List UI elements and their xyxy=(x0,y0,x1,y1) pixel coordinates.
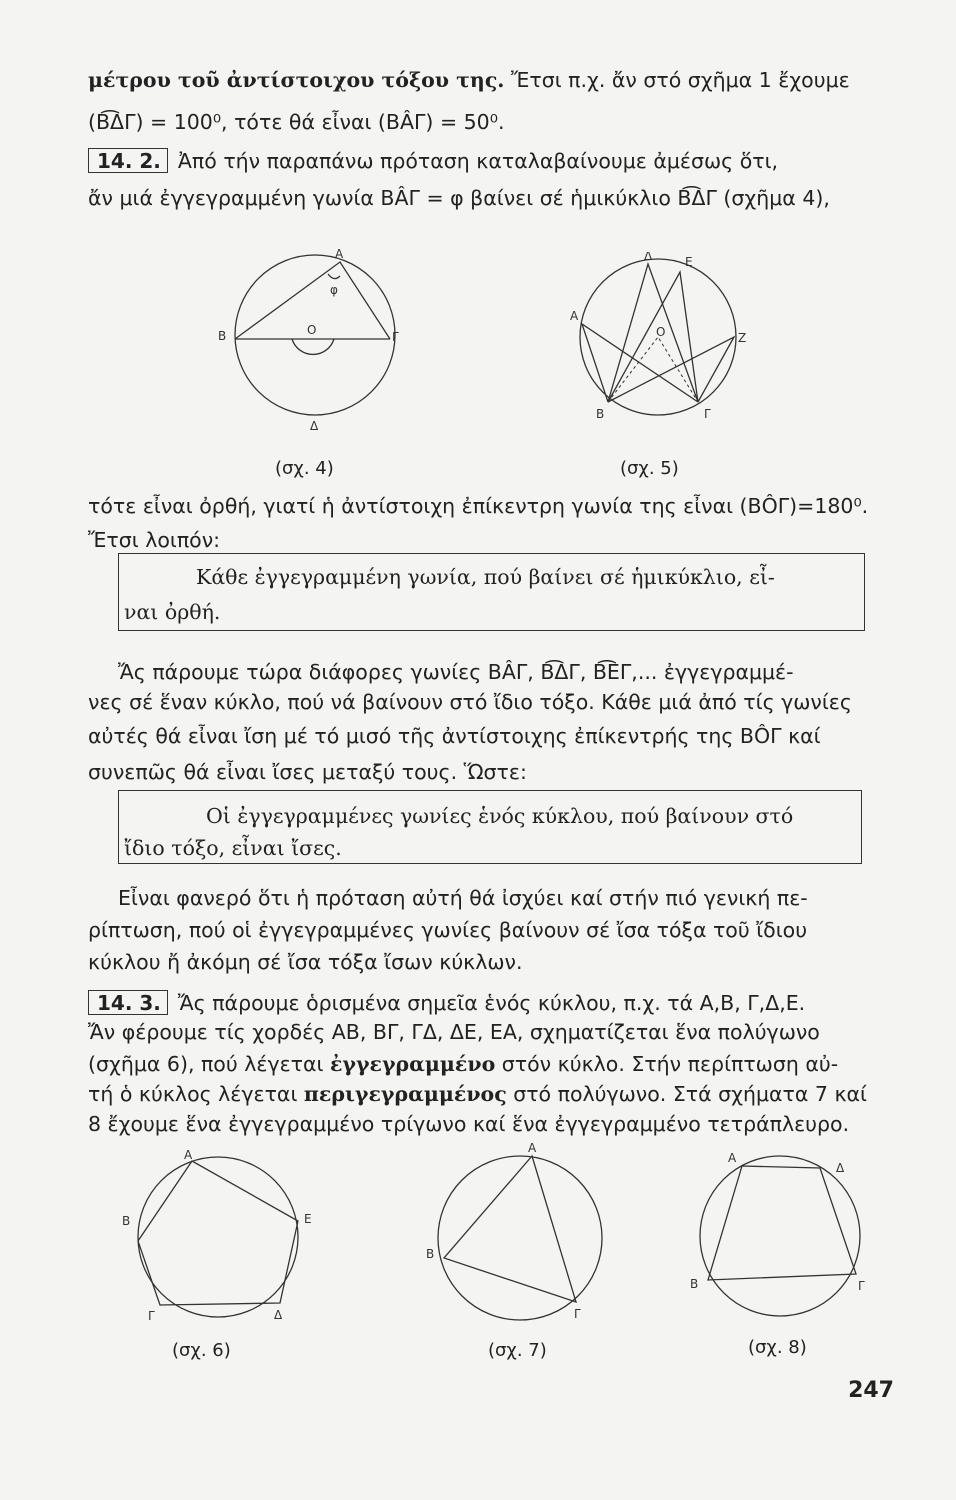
caption-fig-8: (σχ. 8) xyxy=(748,1337,807,1358)
line-1 xyxy=(88,70,850,91)
figure-4 xyxy=(200,240,430,440)
figure-5 xyxy=(568,252,758,432)
line-5: τότε εἶναι ὀρθή, γιατί ἡ ἀντίστοιχη ἐπίκεντρη γωνία της εἶναι (ΒÔΓ)=180⁰. xyxy=(88,494,869,518)
circle xyxy=(700,1156,860,1316)
para-3-line-2: ρίπτωση, πού οἱ ἐγγεγραμμένες γωνίες βαίνουν σέ ἴσα τόξα τοῦ ἴδιου xyxy=(88,918,808,942)
para-4-line-2: Ἄν φέρουμε τίς χορδές ΑΒ, ΒΓ, ΓΔ, ΔΕ, ΕΑ, σχηματίζεται ἕνα πολύγωνο xyxy=(88,1020,820,1044)
para-2-line-3: αὐτές θά εἶναι ἴση μέ τό μισό τῆς ἀντίστοιχης ἐπίκεντρής της ΒÔΓ καί xyxy=(88,724,821,748)
label-d: Δ xyxy=(310,419,319,433)
figure-8 xyxy=(680,1148,880,1333)
label-o: Ο xyxy=(307,323,317,337)
para-4-line-4 xyxy=(88,1084,867,1105)
caption-fig-4: (σχ. 4) xyxy=(275,458,334,479)
figure-6 xyxy=(110,1145,320,1330)
line-6: Ἔτσι λοιπόν: xyxy=(88,528,221,552)
central-arc xyxy=(292,339,334,354)
text: (σχῆμα 6), πού λέγεται xyxy=(88,1052,330,1076)
circle xyxy=(438,1156,602,1320)
section-text: Ἄς πάρουμε ὁρισμένα σημεῖα ἑνός κύκλου, π.χ. τά Α,Β, Γ,Δ,Ε. xyxy=(177,991,806,1015)
label-g: Γ xyxy=(148,1309,155,1323)
theorem-2-line-1: Οἱ ἐγγεγραμμένες γωνίες ἑνός κύκλου, πού βαίνουν στό xyxy=(206,804,794,828)
label-d: Δ xyxy=(274,1308,283,1322)
line-2: (Β͡ΔΓ) = 100⁰, τότε θά εἶναι (ΒÂΓ) = 50⁰. xyxy=(88,110,505,134)
page-number: 247 xyxy=(848,1378,894,1403)
text: στό πολύγωνο. Στά σχήματα 7 καί xyxy=(506,1082,867,1106)
label-g: Γ xyxy=(704,407,711,421)
line-4: ἄν μιά ἐγγεγραμμένη γωνία ΒÂΓ = φ βαίνει σέ ἡμικύκλιο Β͡ΔΓ (σχῆμα 4), xyxy=(88,186,830,210)
label-b: Β xyxy=(596,407,605,421)
para-2-line-4: συνεπῶς θά εἶναι ἴσες μεταξύ τους. Ὥστε: xyxy=(88,760,527,784)
label-d: Δ xyxy=(836,1161,845,1175)
section-text: Ἀπό τήν παραπάνω πρόταση καταλαβαίνουμε ἀμέσως ὅτι, xyxy=(177,149,779,173)
theorem-1-line-1: Κάθε ἐγγεγραμμένη γωνία, πού βαίνει σέ ἡμικύκλιο, εἶ- xyxy=(196,565,775,589)
text: στόν κύκλο. Στήν περίπτωση αὐ- xyxy=(495,1052,839,1076)
label-b: Β xyxy=(690,1277,699,1291)
label-b: Β xyxy=(426,1247,435,1261)
para-3-line-1: Εἶναι φανερό ὅτι ἡ πρόταση αὐτή θά ἰσχύει καί στήν πιό γενική πε- xyxy=(118,886,808,910)
label-a: Α xyxy=(528,1141,537,1155)
quadrilateral xyxy=(708,1166,856,1280)
angle-e xyxy=(608,272,698,402)
section-number: 14. 2. xyxy=(88,148,168,173)
caption-fig-5: (σχ. 5) xyxy=(620,458,679,479)
label-g: Γ xyxy=(392,330,399,344)
angle-z xyxy=(608,337,734,402)
angle-mark xyxy=(328,274,340,279)
section-14-3 xyxy=(88,990,805,1015)
para-3-line-3: κύκλου ἤ ἀκόμη σέ ἴσα τόξα ἴσων κύκλων. xyxy=(88,950,523,974)
label-a: Α xyxy=(184,1148,193,1162)
circle xyxy=(138,1157,298,1317)
theorem-2-line-2: ἴδιο τόξο, εἶναι ἴσες. xyxy=(124,836,342,860)
label-phi: φ xyxy=(330,283,338,297)
text: Ἔτσι π.χ. ἄν στό σχῆμα 1 ἔχουμε xyxy=(504,68,850,92)
label-b: Β xyxy=(122,1214,131,1228)
para-2-line-1: Ἄς πάρουμε τώρα διάφορες γωνίες ΒÂΓ, Β͡ΔΓ, Β͡ΕΓ,... ἐγγεγραμμέ- xyxy=(118,660,794,684)
label-a: Α xyxy=(570,309,579,323)
term-inscribed: ἐγγεγραμμένο xyxy=(329,1052,496,1076)
para-4-line-5: 8 ἔχουμε ἕνα ἐγγεγραμμένο τρίγωνο καί ἕνα ἐγγεγραμμένο τετράπλευρο. xyxy=(88,1112,850,1136)
theorem-1-line-2: ναι ὀρθή. xyxy=(124,600,221,624)
angle-d xyxy=(608,264,698,402)
label-b: Β xyxy=(218,329,227,343)
angle-a xyxy=(582,324,698,402)
section-number: 14. 3. xyxy=(88,990,168,1015)
label-e: Ε xyxy=(685,255,693,269)
emphasis-text: μέτρου τοῦ ἀντίστοιχου τόξου της. xyxy=(88,68,505,92)
pentagon xyxy=(138,1161,298,1305)
label-d: Δ xyxy=(644,252,653,263)
label-g: Γ xyxy=(858,1279,865,1293)
label-z: Ζ xyxy=(738,331,747,345)
label-o: Ο xyxy=(656,325,666,339)
para-2-line-2: νες σέ ἕναν κύκλο, πού νά βαίνουν στό ἴδιο τόξο. Κάθε μιά ἀπό τίς γωνίες xyxy=(88,690,852,714)
section-14-2 xyxy=(88,148,778,173)
text: τή ὁ κύκλος λέγεται xyxy=(88,1082,304,1106)
para-4-line-3 xyxy=(88,1054,838,1075)
label-a: Α xyxy=(728,1151,737,1165)
caption-fig-6: (σχ. 6) xyxy=(172,1340,231,1361)
label-a: Α xyxy=(335,247,344,261)
figure-7 xyxy=(420,1140,620,1330)
label-g: Γ xyxy=(574,1307,581,1321)
caption-fig-7: (σχ. 7) xyxy=(488,1340,547,1361)
label-e: Ε xyxy=(304,1212,312,1226)
term-circumscribed: περιγεγραμμένος xyxy=(303,1082,507,1106)
